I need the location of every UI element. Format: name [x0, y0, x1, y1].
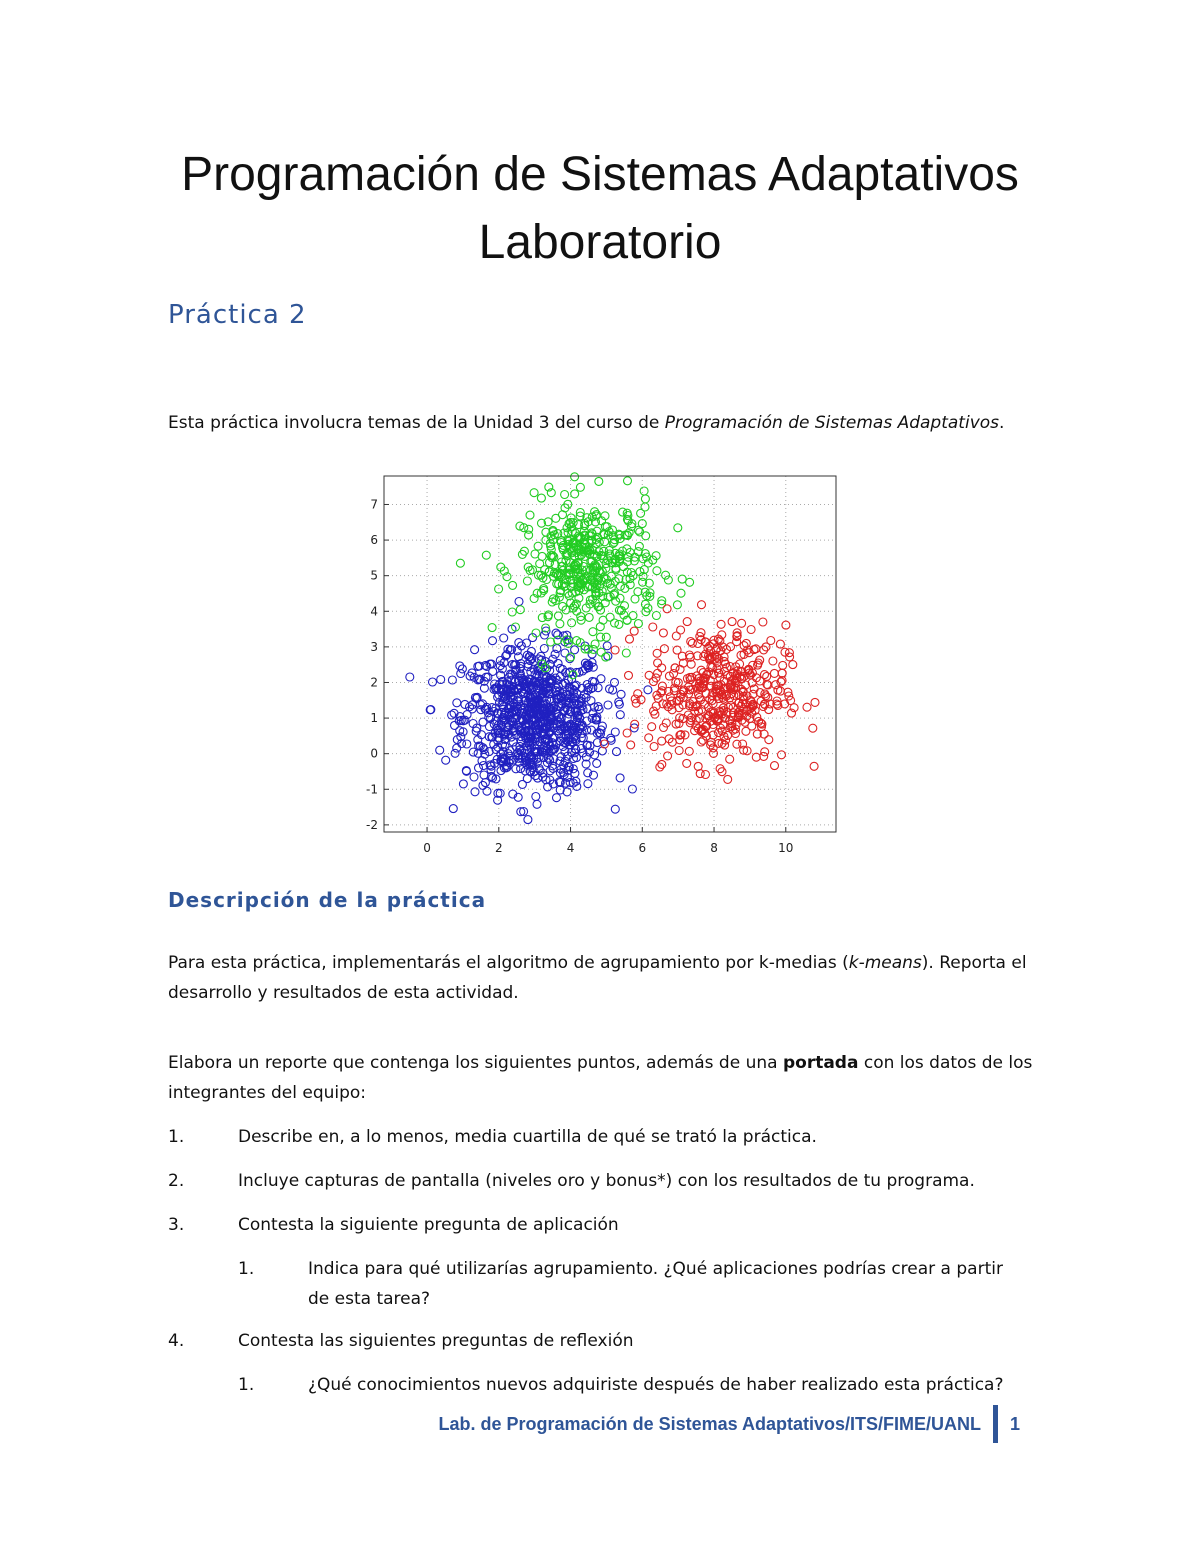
data-point — [787, 697, 795, 705]
data-point — [696, 770, 704, 778]
data-point — [659, 629, 667, 637]
data-point — [556, 620, 564, 628]
data-point — [803, 703, 811, 711]
data-point — [765, 736, 773, 744]
data-point — [406, 673, 414, 681]
data-point — [516, 606, 524, 614]
data-point — [619, 563, 627, 571]
data-point — [571, 646, 579, 654]
data-point — [648, 723, 656, 731]
description-paragraph — [168, 948, 1048, 1008]
y-tick-label: 3 — [370, 639, 378, 654]
data-point — [644, 686, 652, 694]
data-point — [810, 762, 818, 770]
data-point — [584, 780, 592, 788]
list-text: Describe en, a lo menos, media cuartilla de qué se trató la práctica. — [238, 1127, 817, 1147]
kmeans-term: k-means — [848, 953, 922, 973]
list-number: 1. — [238, 1259, 255, 1279]
data-point — [645, 671, 653, 679]
data-point — [436, 746, 444, 754]
data-point — [683, 759, 691, 767]
data-point — [624, 477, 632, 485]
data-point — [537, 494, 545, 502]
y-tick-label: 7 — [370, 497, 378, 512]
data-point — [616, 774, 624, 782]
list-number: 1. — [168, 1127, 185, 1147]
kmeans-scatter-plot — [340, 470, 850, 862]
data-point — [676, 736, 684, 744]
report-text-end: con los datos de los integrantes del equipo: — [168, 1053, 1033, 1103]
data-point — [733, 740, 741, 748]
data-point — [774, 686, 782, 694]
data-point — [622, 649, 630, 657]
data-point — [640, 487, 648, 495]
data-point — [531, 550, 539, 558]
x-tick-label: 6 — [638, 841, 647, 855]
data-point — [761, 748, 769, 756]
footer-divider — [993, 1405, 998, 1443]
data-point — [471, 788, 479, 796]
data-point — [526, 511, 534, 519]
data-point — [593, 759, 601, 767]
data-point — [602, 633, 610, 641]
data-point — [654, 669, 662, 677]
list-text: Contesta las siguientes preguntas de reflexión — [238, 1331, 634, 1351]
data-point — [769, 657, 777, 665]
data-point — [523, 577, 531, 585]
data-point — [771, 762, 779, 770]
data-point — [658, 760, 666, 768]
data-point — [613, 748, 621, 756]
list-number: 4. — [168, 1331, 185, 1351]
data-point — [623, 729, 631, 737]
description-text-end: ). Reporta el desarrollo y resultados de esta actividad. — [168, 953, 1027, 1003]
report-paragraph — [168, 1048, 1048, 1108]
data-point — [779, 661, 787, 669]
data-point — [515, 598, 523, 606]
data-point — [597, 648, 605, 656]
data-point — [585, 613, 593, 621]
list-text: Indica para qué utilizarías agrupamiento. ¿Qué aplicaciones podrías crear a partir de esta tarea? — [308, 1259, 1003, 1309]
intro-paragraph — [168, 408, 1048, 438]
data-point — [571, 490, 579, 498]
data-point — [611, 646, 619, 654]
data-point — [627, 741, 635, 749]
data-point — [660, 645, 668, 653]
data-point — [524, 816, 532, 824]
data-point — [480, 771, 488, 779]
data-point — [471, 646, 479, 654]
data-point — [547, 638, 555, 646]
data-point — [724, 775, 732, 783]
data-point — [809, 724, 817, 732]
y-tick-label: 6 — [370, 533, 378, 548]
data-point — [459, 780, 467, 788]
data-point — [426, 706, 434, 714]
list-text: Incluye capturas de pantalla (niveles oro y bonus*) con los resultados de tu programa. — [238, 1171, 975, 1191]
data-point — [536, 560, 544, 568]
data-point — [591, 640, 599, 648]
report-text: Elabora un reporte que contenga los siguientes puntos, además de una — [168, 1053, 783, 1073]
data-point — [478, 757, 486, 765]
data-point — [489, 637, 497, 645]
data-point — [603, 642, 611, 650]
data-point — [611, 728, 619, 736]
data-point — [782, 621, 790, 629]
data-point — [668, 738, 676, 746]
data-point — [688, 639, 696, 647]
data-point — [540, 645, 548, 653]
data-point — [673, 601, 681, 609]
data-point — [728, 618, 736, 626]
data-point — [453, 744, 461, 752]
data-point — [615, 620, 623, 628]
data-point — [698, 601, 706, 609]
data-point — [461, 700, 469, 708]
data-point — [653, 567, 661, 575]
data-point — [482, 551, 490, 559]
data-point — [552, 514, 560, 522]
data-point — [553, 645, 561, 653]
data-point — [525, 525, 533, 533]
data-point — [530, 489, 538, 497]
data-point — [675, 747, 683, 755]
data-point — [641, 495, 649, 503]
data-point — [726, 755, 734, 763]
y-tick-label: -2 — [366, 817, 378, 832]
data-point — [811, 698, 819, 706]
list-number: 3. — [168, 1215, 185, 1235]
data-point — [683, 618, 691, 626]
data-point — [534, 542, 542, 550]
data-point — [664, 752, 672, 760]
data-point — [778, 751, 786, 759]
data-point — [789, 661, 797, 669]
data-point — [457, 670, 465, 678]
data-point — [595, 477, 603, 485]
data-point — [617, 690, 625, 698]
course-name: Programación de Sistemas Adaptativos — [664, 413, 1000, 433]
data-point — [653, 649, 661, 657]
data-point — [752, 753, 760, 761]
y-tick-label: 1 — [370, 711, 378, 726]
data-point — [606, 613, 614, 621]
data-point — [747, 626, 755, 634]
data-point — [658, 737, 666, 745]
data-point — [533, 800, 541, 808]
data-point — [738, 619, 746, 627]
x-tick-label: 10 — [778, 841, 794, 855]
data-point — [770, 669, 778, 677]
footer-text: Lab. de Programación de Sistemas Adaptativos/ITS/FIME/UANL — [438, 1413, 981, 1434]
data-point — [645, 734, 653, 742]
data-point — [686, 578, 694, 586]
data-point — [553, 794, 561, 802]
data-point — [759, 618, 767, 626]
plot-points — [406, 473, 819, 824]
data-point — [551, 650, 559, 658]
document-subtitle: Laboratorio — [478, 216, 722, 269]
data-point — [665, 735, 673, 743]
list-text: Contesta la siguiente pregunta de aplicación — [238, 1215, 619, 1235]
data-point — [571, 473, 579, 481]
data-point — [456, 559, 464, 567]
intro-end: . — [999, 413, 1005, 433]
data-point — [568, 619, 576, 627]
data-point — [664, 576, 672, 584]
data-point — [635, 542, 643, 550]
x-tick-label: 0 — [423, 841, 431, 855]
data-point — [595, 705, 603, 713]
data-point — [654, 659, 662, 667]
data-point — [616, 711, 624, 719]
data-point — [488, 624, 496, 632]
data-point — [630, 627, 638, 635]
data-point — [453, 699, 461, 707]
data-point — [685, 747, 693, 755]
y-tick-label: 5 — [370, 568, 378, 583]
data-point — [663, 605, 671, 613]
x-tick-label: 2 — [494, 841, 503, 855]
data-point — [672, 632, 680, 640]
list-number: 1. — [238, 1375, 255, 1395]
data-point — [554, 612, 562, 620]
data-point — [483, 787, 491, 795]
y-tick-label: 4 — [370, 604, 378, 619]
data-point — [642, 532, 650, 540]
data-point — [589, 628, 597, 636]
data-point — [727, 701, 735, 709]
intro-text: Esta práctica involucra temas de la Unidad 3 del curso de — [168, 413, 665, 433]
practice-heading: Práctica 2 — [168, 300, 307, 330]
y-tick-label: 0 — [370, 746, 378, 761]
data-point — [611, 805, 619, 813]
data-point — [611, 678, 619, 686]
x-tick-label: 8 — [710, 841, 718, 855]
data-point — [508, 608, 516, 616]
data-point — [509, 581, 517, 589]
list-number: 2. — [168, 1171, 185, 1191]
x-tick-label: 4 — [566, 841, 575, 855]
data-point — [656, 763, 664, 771]
data-point — [742, 727, 750, 735]
data-point — [463, 740, 471, 748]
data-point — [671, 664, 679, 672]
data-point — [604, 701, 612, 709]
data-point — [470, 773, 478, 781]
data-point — [658, 664, 666, 672]
data-point — [532, 793, 540, 801]
data-point — [625, 671, 633, 679]
data-point — [649, 623, 657, 631]
data-point — [561, 491, 569, 499]
description-heading: Descripción de la práctica — [168, 888, 487, 912]
data-point — [626, 635, 634, 643]
data-point — [697, 666, 705, 674]
data-point — [652, 612, 660, 620]
data-point — [674, 524, 682, 532]
document-title: Programación de Sistemas Adaptativos — [181, 148, 1019, 201]
y-tick-label: 2 — [370, 675, 378, 690]
data-point — [500, 634, 508, 642]
data-point — [650, 743, 658, 751]
data-point — [717, 620, 725, 628]
portada-term: portada — [782, 1053, 859, 1073]
data-point — [449, 805, 457, 813]
data-point — [512, 765, 520, 773]
data-point — [469, 748, 477, 756]
data-point — [597, 675, 605, 683]
data-point — [756, 656, 764, 664]
y-tick-label: -1 — [366, 782, 378, 797]
data-point — [616, 582, 624, 590]
data-point — [678, 575, 686, 583]
page-number: 1 — [1009, 1413, 1020, 1434]
list-text: ¿Qué conocimientos nuevos adquiriste después de haber realizado esta práctica? — [308, 1375, 1004, 1395]
description-text: Para esta práctica, implementarás el algoritmo de agrupamiento por k-medias ( — [168, 953, 849, 973]
data-point — [634, 620, 642, 628]
data-point — [677, 589, 685, 597]
data-point — [651, 710, 659, 718]
page-footer — [439, 1406, 1020, 1442]
data-point — [442, 756, 450, 764]
data-point — [576, 483, 584, 491]
